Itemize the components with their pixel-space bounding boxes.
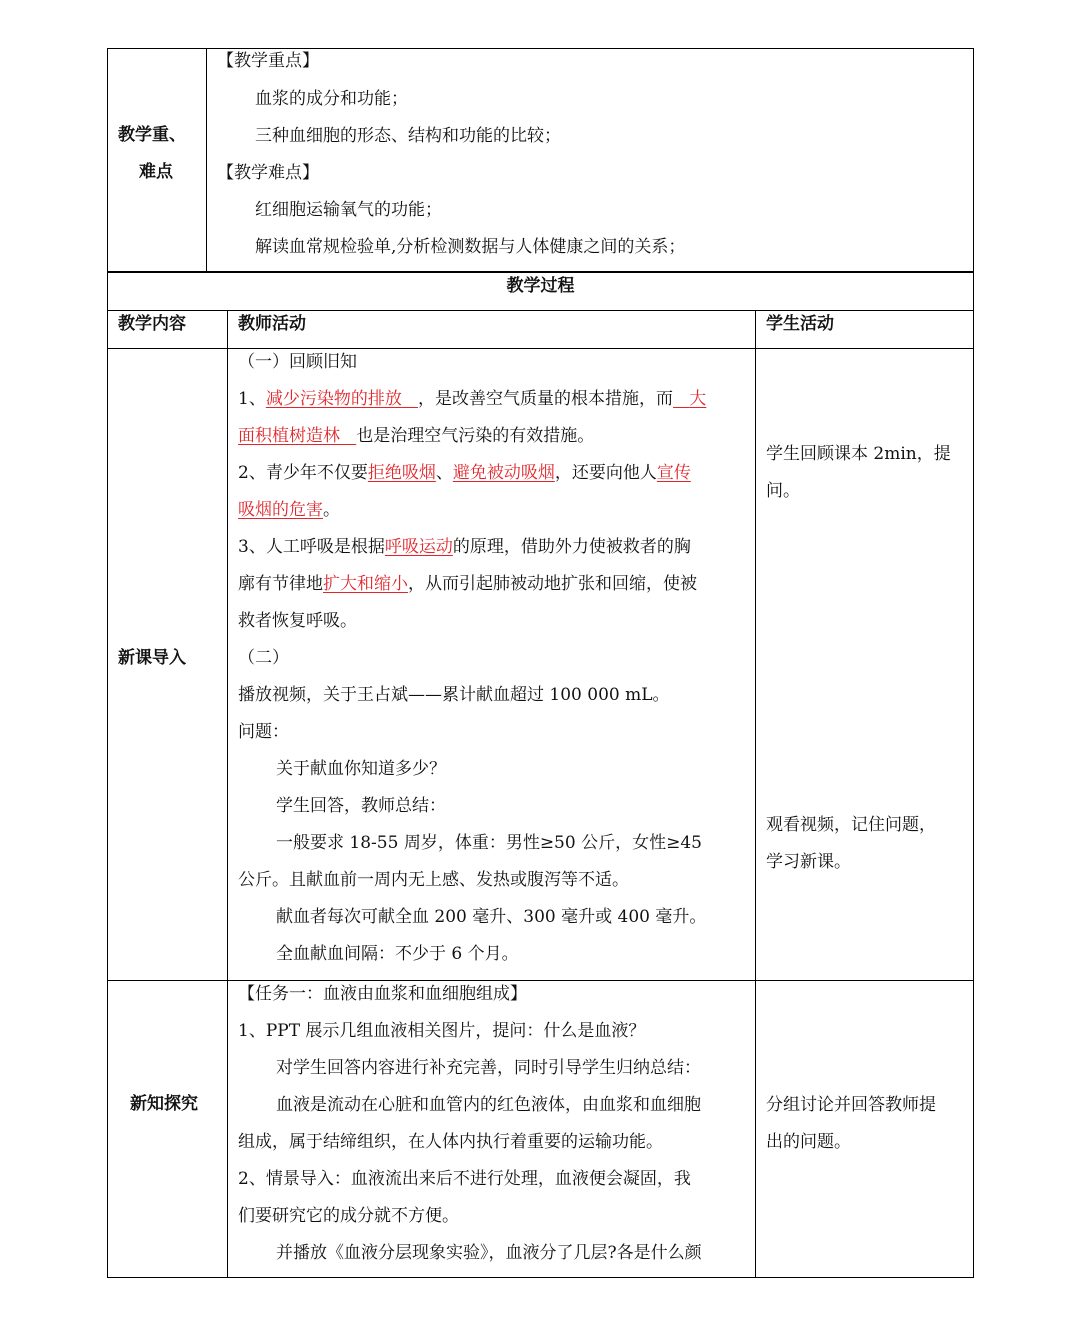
answer-blank: 大 xyxy=(689,389,707,409)
answer-intro: 学生回答，教师总结： xyxy=(276,796,446,816)
review-question-1-cont xyxy=(238,425,594,447)
definition-line2: 组成，属于结缔组织，在人体内执行着重要的运输功能。 xyxy=(238,1132,663,1152)
row-divider xyxy=(107,980,974,981)
focus-column-divider xyxy=(206,48,207,272)
student-column-divider xyxy=(755,310,756,1278)
task-heading: 【任务一：血液由血浆和血细胞组成】 xyxy=(238,984,527,1004)
key-point-item: 三种血细胞的形态、结构和功能的比较； xyxy=(255,126,561,146)
student-activity-1-line1: 学生回顾课本 2min，提 xyxy=(766,444,951,464)
table-border-right xyxy=(973,48,974,1278)
review-question-2: 2、青少年不仅要拒绝吸烟、避免被动吸烟，还要向他人宣传 xyxy=(238,463,691,483)
definition-line1: 血液是流动在心脏和血管内的红色液体，由血浆和血细胞 xyxy=(276,1095,701,1115)
explore-item-2-line1: 2、情景导入：血液流出来后不进行处理，血液便会凝固，我 xyxy=(238,1169,691,1189)
q1-text: ，是改善空气质量的根本措施，而 xyxy=(418,389,674,409)
part2-heading: （二） xyxy=(238,648,289,668)
table-border-top xyxy=(107,48,974,49)
explore-student-line1: 分组讨论并回答教师提 xyxy=(766,1095,936,1115)
section-divider xyxy=(107,271,974,273)
answer-blank: 呼吸运动 xyxy=(384,537,453,557)
video-text: 播放视频，关于王占斌——累计献血超过 100 000 mL。 xyxy=(238,685,670,705)
column-header-teacher: 教师活动 xyxy=(238,314,306,334)
explore-item-3: 并播放《血液分层现象实验》，血液分了几层?各是什么颜 xyxy=(276,1243,702,1263)
content-column-divider xyxy=(227,310,228,1278)
answer-blank: 扩大和缩小 xyxy=(323,574,408,594)
question-text: 关于献血你知道多少？ xyxy=(276,759,446,779)
column-header-content: 教学内容 xyxy=(118,314,186,334)
review-question-1 xyxy=(238,388,706,410)
q1-number: 1、 xyxy=(238,389,266,409)
explore-item-1: 1、PPT 展示几组血液相关图片，提问：什么是血液？ xyxy=(238,1021,646,1041)
difficulty-item: 解读血常规检验单,分析检测数据与人体健康之间的关系； xyxy=(255,237,686,257)
answer-3: 全血献血间隔：不少于 6 个月。 xyxy=(276,944,519,964)
answer-blank: 拒绝吸烟 xyxy=(367,463,436,483)
review-question-3: 3、人工呼吸是根据呼吸运动的原理，借助外力使被救者的胸 xyxy=(238,537,691,557)
focus-label-line2: 难点 xyxy=(139,162,173,182)
explore-item-2-line2: 们要研究它的成分就不方便。 xyxy=(238,1206,459,1226)
explore-item-1-note: 对学生回答内容进行补充完善，同时引导学生归纳总结： xyxy=(276,1058,701,1078)
answer-1-line2: 公斤。且献血前一周内无上感、发热或腹泻等不适。 xyxy=(238,870,629,890)
review-question-2-cont: 吸烟的危害。 xyxy=(238,500,340,520)
process-title: 教学过程 xyxy=(506,276,575,296)
difficulty-item: 红细胞运输氧气的功能； xyxy=(255,200,442,220)
student-activity-2-line1: 观看视频，记住问题， xyxy=(766,815,936,835)
answer-blank: 避免被动吸烟 xyxy=(452,463,555,483)
focus-label-line1: 教学重、 xyxy=(118,125,186,145)
row-divider xyxy=(107,348,974,349)
row-divider xyxy=(107,310,974,311)
answer-blank: 吸烟的危害 xyxy=(238,500,323,520)
table-border-bottom xyxy=(107,1277,974,1278)
answer-blank: 宣传 xyxy=(656,463,691,483)
key-points-heading: 【教学重点】 xyxy=(217,51,319,71)
question-label: 问题： xyxy=(238,722,289,742)
answer-1-line1: 一般要求 18-55 周岁，体重：男性≥50 公斤，女性≥45 xyxy=(276,833,702,853)
column-header-student: 学生活动 xyxy=(766,314,834,334)
student-activity-1-line2: 问。 xyxy=(766,481,800,501)
difficulty-heading: 【教学难点】 xyxy=(217,163,319,183)
key-point-item: 血浆的成分和功能； xyxy=(255,89,408,109)
answer-blank: 面积植树造林 xyxy=(238,426,340,446)
review-question-3-cont: 廓有节律地扩大和缩小，从而引起肺被动地扩张和回缩，使被 xyxy=(238,574,697,594)
answer-2: 献血者每次可献全血 200 毫升、300 毫升或 400 毫升。 xyxy=(276,907,707,927)
explore-label: 新知探究 xyxy=(130,1094,198,1114)
student-activity-2-line2: 学习新课。 xyxy=(766,852,851,872)
explore-student-line2: 出的问题。 xyxy=(766,1132,851,1152)
answer-blank: 减少污染物的排放 xyxy=(265,389,402,409)
q1-tail: 也是治理空气污染的有效措施。 xyxy=(356,426,595,446)
review-heading: （一）回顾旧知 xyxy=(238,352,357,372)
table-border-left xyxy=(107,48,108,1278)
review-question-3-end: 救者恢复呼吸。 xyxy=(238,611,357,631)
intro-label: 新课导入 xyxy=(118,648,186,668)
